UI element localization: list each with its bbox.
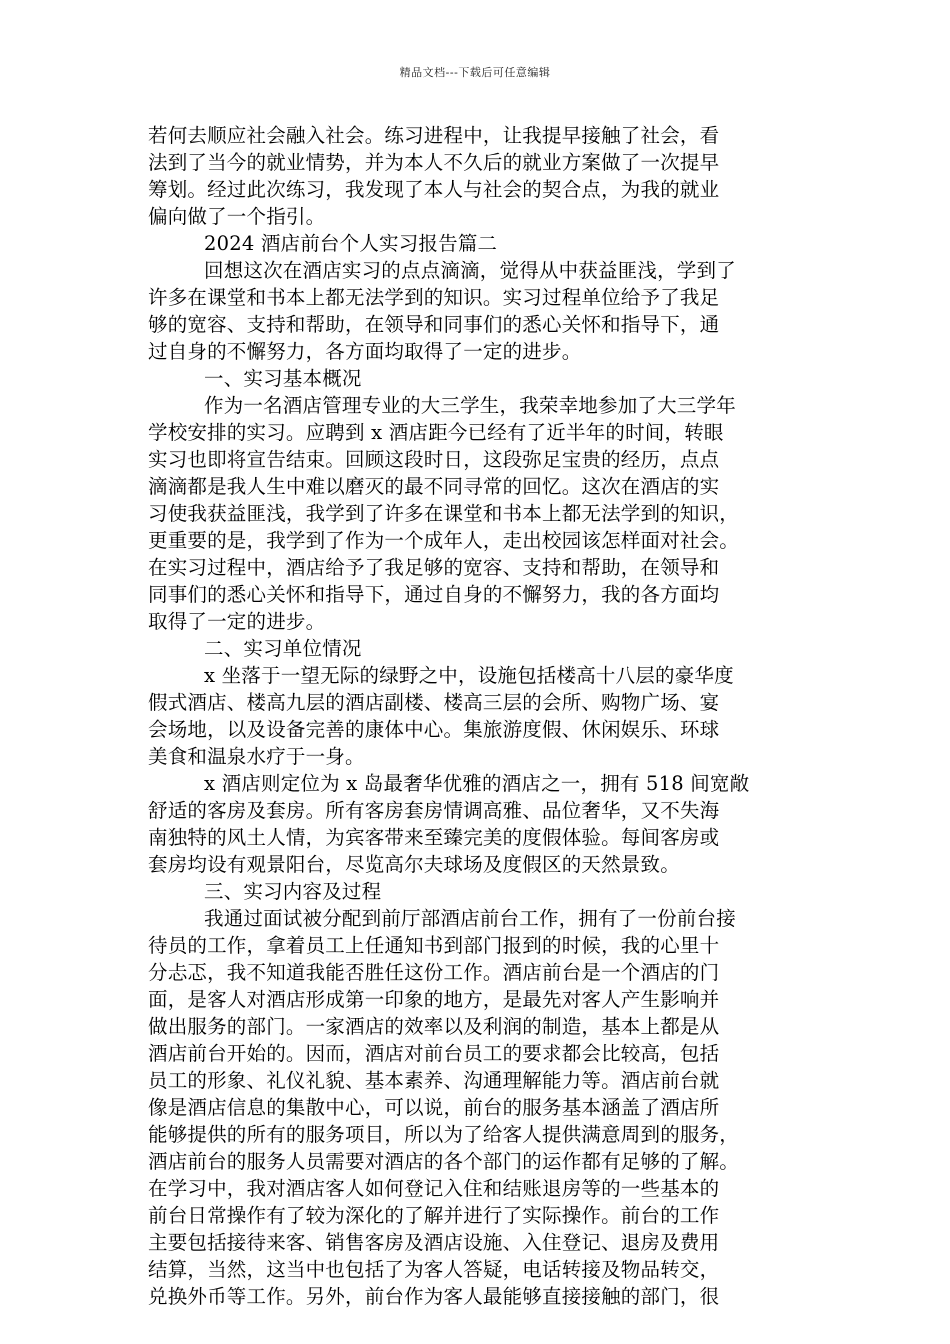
text-line: 套房均设有观景阳台，尽览高尔夫球场及度假区的天然景致。 xyxy=(148,853,680,876)
text-line: 待员的工作，拿着员工上任通知书到部门报到的时候，我的心里十 xyxy=(148,934,720,957)
text-line: 结算，当然，这当中也包括了为客人答疑，电话转接及物品转交， xyxy=(148,1258,720,1281)
text-line: 偏向做了一个指引。 xyxy=(148,205,326,228)
text-line: 习使我获益匪浅，我学到了许多在课堂和书本上都无法学到的知识， xyxy=(148,502,740,525)
text-line: 舒适的客房及套房。所有客房套房情调高雅、品位奢华，又不失海 xyxy=(148,799,720,822)
text-line: 员工的形象、礼仪礼貌、基本素养、沟通理解能力等。酒店前台就 xyxy=(148,1069,720,1092)
text-line: 在实习过程中，酒店给予了我足够的宽容、支持和帮助，在领导和 xyxy=(148,556,720,579)
text-line: 像是酒店信息的集散中心，可以说，前台的服务基本涵盖了酒店所 xyxy=(148,1096,720,1119)
document-body xyxy=(148,122,808,1310)
text-line: 滴滴都是我人生中难以磨灭的最不同寻常的回忆。这次在酒店的实 xyxy=(148,475,720,498)
text-line: 前台日常操作有了较为深化的了解并进行了实际操作。前台的工作 xyxy=(148,1204,720,1227)
text-line: 许多在课堂和书本上都无法学到的知识。实习过程单位给予了我足 xyxy=(148,286,720,309)
text-line: 筹划。经过此次练习，我发现了本人与社会的契合点，为我的就业 xyxy=(148,178,720,201)
text-line: 南独特的风土人情，为宾客带来至臻完美的度假体验。每间客房或 xyxy=(148,826,720,849)
text-line: 美食和温泉水疗于一身。 xyxy=(148,745,365,768)
text-line: 更重要的是，我学到了作为一个成年人，走出校园该怎样面对社会。 xyxy=(148,529,740,552)
text-line: 面，是客人对酒店形成第一印象的地方，是最先对客人产生影响并 xyxy=(148,988,720,1011)
text-line: 酒店前台开始的。因而，酒店对前台员工的要求都会比较高，包括 xyxy=(148,1042,720,1065)
text-line: 同事们的悉心关怀和指导下，通过自身的不懈努力，我的各方面均 xyxy=(148,583,720,606)
text-line: 够的宽容、支持和帮助，在领导和同事们的悉心关怀和指导下，通 xyxy=(148,313,720,336)
text-line: 三、实习内容及过程 xyxy=(204,880,382,903)
text-line: 主要包括接待来客、销售客房及酒店设施、入住登记、退房及费用 xyxy=(148,1231,720,1254)
text-line: 酒店前台的服务人员需要对酒店的各个部门的运作都有足够的了解。 xyxy=(148,1150,740,1173)
text-line: 若何去顺应社会融入社会。练习进程中，让我提早接触了社会，看 xyxy=(148,124,720,147)
text-line: 取得了一定的进步。 xyxy=(148,610,326,633)
text-line: 在学习中，我对酒店客人如何登记入住和结账退房等的一些基本的 xyxy=(148,1177,720,1200)
text-line: 回想这次在酒店实习的点点滴滴，觉得从中获益匪浅，学到了 xyxy=(204,259,736,282)
text-line: 学校安排的实习。应聘到 x 酒店距今已经有了近半年的时间，转眼 xyxy=(148,421,724,444)
text-line: 做出服务的部门。一家酒店的效率以及利润的制造，基本上都是从 xyxy=(148,1015,720,1038)
text-line: 作为一名酒店管理专业的大三学生，我荣幸地参加了大三学年 xyxy=(204,394,736,417)
text-line: 实习也即将宣告结束。回顾这段时日，这段弥足宝贵的经历，点点 xyxy=(148,448,720,471)
text-line: 会场地，以及设备完善的康体中心。集旅游度假、休闲娱乐、环球 xyxy=(148,718,720,741)
text-line: x 酒店则定位为 x 岛最奢华优雅的酒店之一，拥有 518 间宽敞 xyxy=(204,772,750,795)
text-line: 假式酒店、楼高九层的酒店副楼、楼高三层的会所、购物广场、宴 xyxy=(148,691,720,714)
text-line: 兑换外币等工作。另外，前台作为客人最能够直接接触的部门，很 xyxy=(148,1285,720,1308)
text-line: x 坐落于一望无际的绿野之中，设施包括楼高十八层的豪华度 xyxy=(204,664,734,687)
text-line: 我通过面试被分配到前厅部酒店前台工作，拥有了一份前台接 xyxy=(204,907,736,930)
text-line: 能够提供的所有的服务项目，所以为了给客人提供满意周到的服务， xyxy=(148,1123,740,1146)
text-line: 分忐忑，我不知道我能否胜任这份工作。酒店前台是一个酒店的门 xyxy=(148,961,720,984)
page-header: 精品文档---下载后可任意编辑 xyxy=(399,66,551,79)
text-line: 过自身的不懈努力，各方面均取得了一定的进步。 xyxy=(148,340,582,363)
text-line: 法到了当今的就业情势，并为本人不久后的就业方案做了一次提早 xyxy=(148,151,720,174)
text-line: 2024 酒店前台个人实习报告篇二 xyxy=(204,232,498,255)
text-line: 二、实习单位情况 xyxy=(204,637,362,660)
text-line: 一、实习基本概况 xyxy=(204,367,362,390)
